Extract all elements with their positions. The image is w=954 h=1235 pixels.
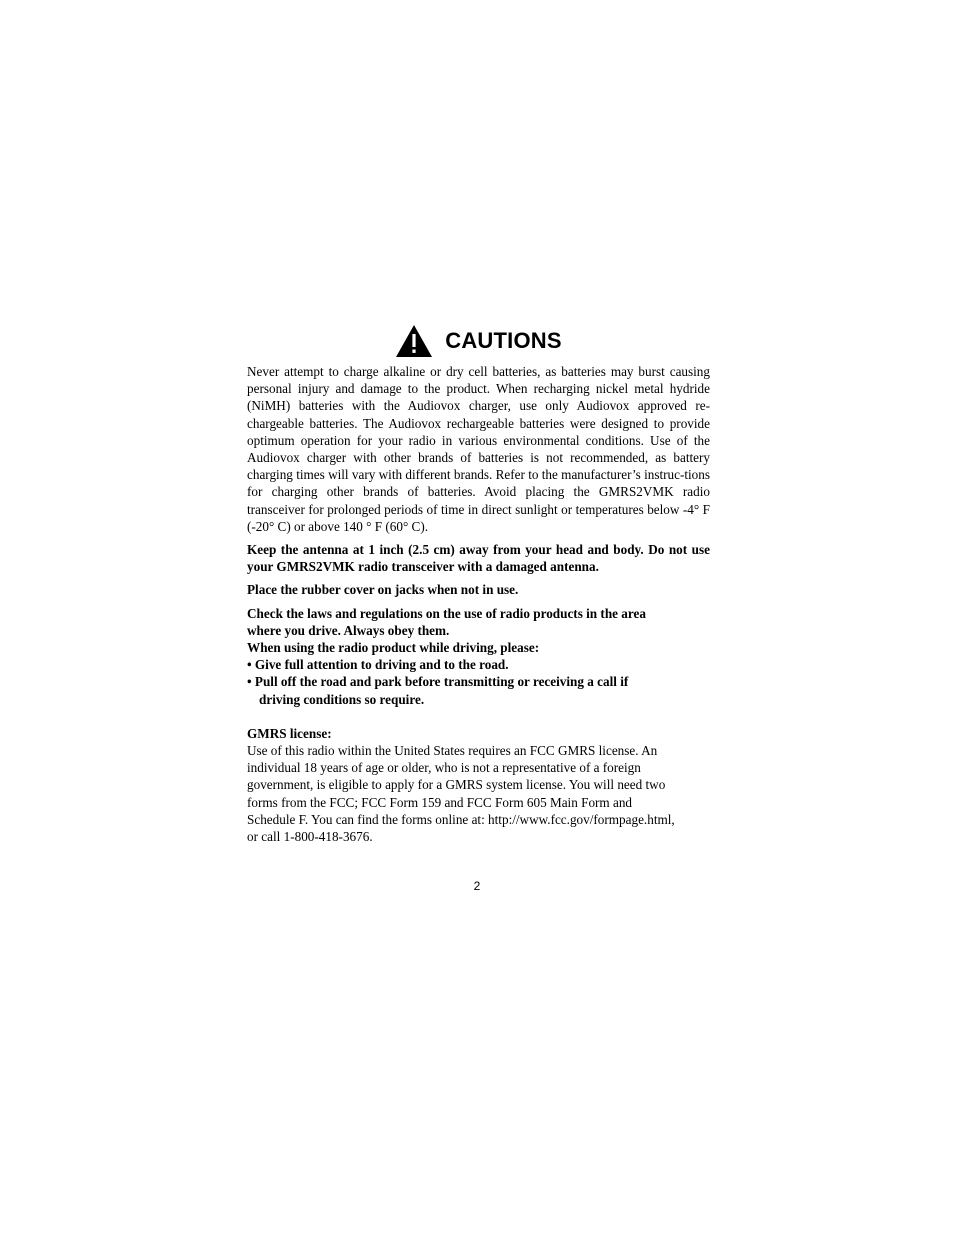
page-number: 2 — [473, 879, 481, 893]
battery-caution-paragraph: Never attempt to charge alkaline or dry cell batteries, as batteries may burst causing personal injury and damage to the product. When recharging nickel metal hydride (NiMH) batteries with the Audiovox charger, use only Audiovox approved re-chargeable batteries. The Audiovox rechargeable batteries were designed to provide optimum operation for your radio in various environmental conditions. Use of the Audiovox charger with other brands of batteries is not recommended, as battery charging times will vary with different brands. Refer to the manufacturer’s instruc-tions for charging other brands of batteries. Avoid placing the GMRS2VMK radio transceiver for prolonged periods of time in direct sunlight or temperatures below -4° F (-20° C) or above 140 ° F (60° C). — [247, 364, 710, 534]
license-line: Schedule F. You can find the forms online at: http://www.fcc.gov/formpage.html, — [247, 811, 675, 827]
cautions-section — [247, 322, 710, 845]
gmrs-license-section — [247, 725, 710, 845]
cautions-title: CAUTIONS — [445, 328, 562, 354]
bullet-item-attention: • Give full attention to driving and to the road. — [247, 657, 509, 673]
rubber-cover-note: Place the rubber cover on jacks when not in use. — [247, 582, 519, 598]
gmrs-license-heading: GMRS license: — [247, 725, 332, 741]
laws-line-1: Check the laws and regulations on the use of radio products in the area — [247, 605, 646, 621]
license-line: government, is eligible to apply for a GMRS system license. You will need two — [247, 777, 666, 793]
license-line: individual 18 years of age or older, who is not a representative of a foreign — [247, 760, 641, 776]
laws-line-2: where you drive. Always obey them. — [247, 622, 450, 638]
license-line: forms from the FCC; FCC Form 159 and FCC Form 605 Main Form and — [247, 794, 633, 810]
bullet-item-pull-off-continued: driving conditions so require. — [259, 691, 425, 707]
cautions-heading — [247, 322, 710, 360]
driving-intro: When using the radio product while driving, please: — [247, 640, 540, 656]
antenna-warning: Keep the antenna at 1 inch (2.5 cm) away from your head and body. Do not use your GMRS2VMK radio transceiver with a damaged antenna. — [247, 542, 710, 575]
driving-caution-block — [247, 605, 710, 708]
license-line: or call 1-800-418-3676. — [247, 829, 373, 845]
license-line: Use of this radio within the United States requires an FCC GMRS license. An — [247, 743, 658, 759]
warning-triangle-icon — [395, 324, 433, 358]
bullet-item-pull-off: • Pull off the road and park before transmitting or receiving a call if — [247, 674, 629, 690]
